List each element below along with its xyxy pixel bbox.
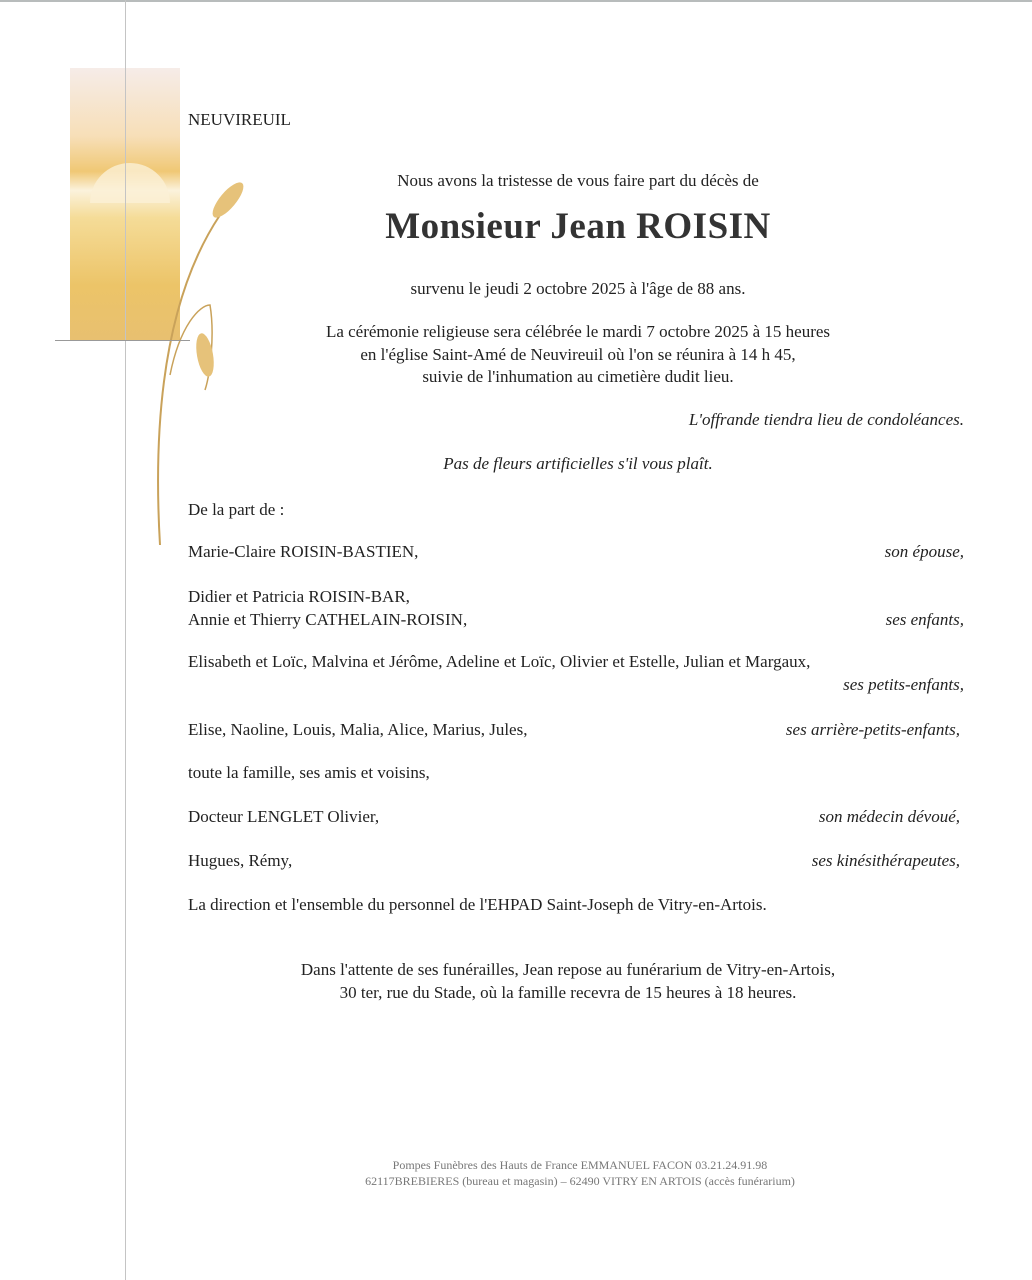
page-top-border (0, 0, 1032, 2)
family-relation: ses kinésithérapeutes, (811, 851, 960, 870)
death-details: survenu le jeudi 2 octobre 2025 à l'âge de 88 ans. (410, 279, 746, 298)
family-names: La direction et l'ensemble du personnel de l'EHPAD Saint-Joseph de Vitry-en-Artois. (188, 895, 767, 914)
family-relation: ses enfants, (885, 610, 964, 629)
flowers-note: Pas de fleurs artificielles s'il vous plaît. (443, 454, 713, 473)
family-relation: ses arrière-petits-enfants, (785, 720, 960, 739)
family-relation: ses petits-enfants, (843, 675, 964, 694)
family-names: Elise, Naoline, Louis, Malia, Alice, Marius, Jules, (188, 720, 528, 739)
family-relation: son médecin dévoué, (818, 807, 960, 826)
family-relation: son épouse, (884, 542, 964, 561)
family-names: Marie-Claire ROISIN-BASTIEN, (188, 542, 419, 561)
from-label: De la part de : (188, 500, 285, 519)
visitation-line: 30 ter, rue du Stade, où la famille recevra de 15 heures à 18 heures. (339, 983, 797, 1002)
family-names: toute la famille, ses amis et voisins, (188, 763, 430, 782)
deceased-name: Monsieur Jean ROISIN (385, 206, 771, 247)
family-names: Hugues, Rémy, (188, 851, 293, 870)
family-names: Annie et Thierry CATHELAIN-ROISIN, (188, 610, 468, 629)
ceremony-line: La cérémonie religieuse sera célébrée le mardi 7 octobre 2025 à 15 heures (325, 322, 831, 341)
intro-text: Nous avons la tristesse de vous faire part du décès de (397, 171, 759, 190)
vertical-rule (125, 0, 126, 1280)
family-names: Didier et Patricia ROISIN-BAR, (188, 587, 410, 606)
family-names: Docteur LENGLET Olivier, (188, 807, 380, 826)
offering-note: L'offrande tiendra lieu de condoléances. (688, 410, 964, 429)
footer-line: 62117BREBIERES (bureau et magasin) – 62490 VITRY EN ARTOIS (accès funérarium) (365, 1174, 795, 1188)
ceremony-line: en l'église Saint-Amé de Neuvireuil où l'on se réunira à 14 h 45, (360, 345, 796, 364)
family-names: Elisabeth et Loïc, Malvina et Jérôme, Adeline et Loïc, Olivier et Estelle, Julian et Margaux, (188, 652, 811, 671)
visitation-line: Dans l'attente de ses funérailles, Jean repose au funérarium de Vitry-en-Artois, (300, 960, 836, 979)
footer-line: Pompes Funèbres des Hauts de France EMMANUEL FACON 03.21.24.91.98 (392, 1158, 768, 1172)
place-name: NEUVIREUIL (188, 110, 291, 129)
ceremony-line: suivie de l'inhumation au cimetière dudit lieu. (422, 367, 734, 386)
